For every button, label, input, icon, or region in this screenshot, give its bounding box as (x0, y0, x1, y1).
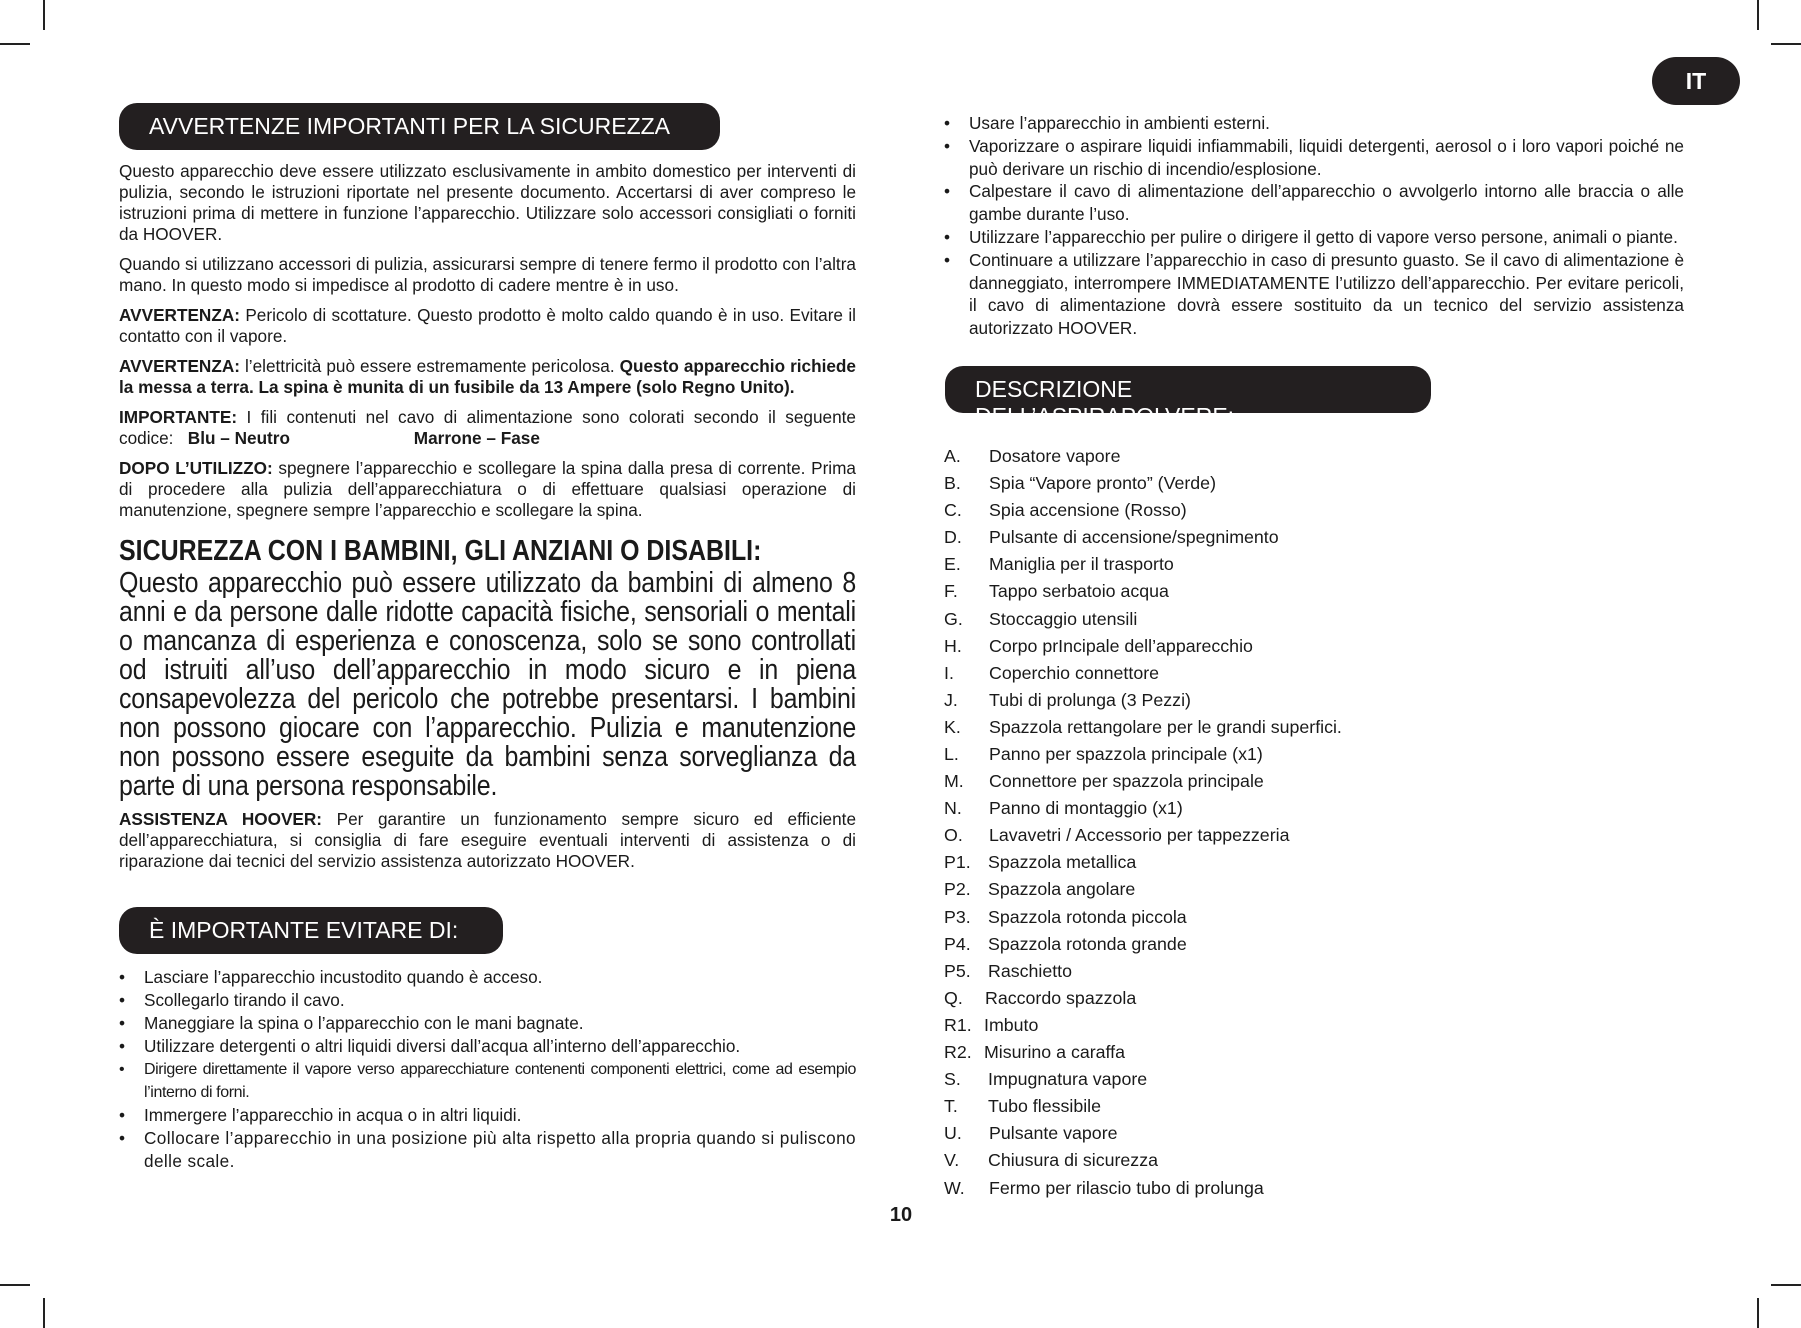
children-safety-text: Questo apparecchio può essere utilizzato da bambini di almeno 8 anni e da persone dalle ridotte capacità fisiche, sensoriali o mentali o mancanza di esperienza e conoscenza, solo se sono controllati od istruiti all’uso dell’apparecchio in modo sicuro e in piena consapevolezza del pericolo che potrebbe presentarsi. I bambini non possono giocare con l’apparecchio. Pulizia e manutenzione non possono essere eseguite da bambini senza sorveglianza da parte di una persona responsabile. (119, 567, 857, 802)
list-item: • Vaporizzare o aspirare liquidi infiammabili, liquidi detergenti, aerosol o i loro vapori poiché ne può derivare un rischio di incendio/esplosione. (944, 135, 1684, 179)
warning-electric (119, 356, 856, 398)
hoover-assistance-paragraph (119, 809, 856, 872)
section-title-avoid: È IMPORTANTE EVITARE DI: (119, 907, 503, 954)
parts-list-item: G. Stoccaggio utensili (944, 608, 1138, 629)
parts-list-item: Q. Raccordo spazzola (944, 987, 1137, 1008)
list-item: • Collocare l’apparecchio in una posizione più alta rispetto alla propria quando si puliscono delle scale. (119, 1128, 856, 1171)
after-use-label: DOPO L’UTILIZZO: (119, 458, 273, 478)
warning-text: Pericolo di scottature. Questo prodotto è molto caldo quando è in uso. Evitare il contatto con il vapore. (119, 305, 856, 346)
parts-list-item: P5. Raschietto (944, 960, 1073, 981)
parts-list-item: A. Dosatore vapore (944, 445, 1121, 466)
parts-list-item: L. Panno per spazzola principale (x1) (944, 744, 1263, 764)
parts-list-item: P3. Spazzola rotonda piccola (944, 906, 1187, 927)
warning-label: AVVERTENZA: (119, 305, 240, 325)
important-text: I fili contenuti nel cavo di alimentazione sono colorati secondo il seguente codice: (119, 407, 856, 448)
after-use-paragraph (119, 458, 856, 521)
right-column (944, 112, 1684, 1202)
parts-list-item: M. Connettore per spazzola principale (944, 771, 1264, 792)
section-title-safety: AVVERTENZE IMPORTANTI PER LA SICUREZZA (119, 103, 720, 150)
parts-list-item: P1. Spazzola metallica (944, 852, 1137, 873)
parts-list-item: C. Spia accensione (Rosso) (944, 500, 1187, 521)
children-safety-title: SICUREZZA CON I BAMBINI, GLI ANZIANI O DISABILI: (119, 535, 762, 567)
code-blue: Blu – Neutro (187, 428, 290, 448)
list-item: • Lasciare l’apparecchio incustodito quando è acceso. (119, 967, 543, 987)
left-column (119, 103, 856, 1173)
parts-list-item: O. Lavavetri / Accessorio per tappezzeria (944, 825, 1290, 846)
list-item: • Utilizzare l’apparecchio per pulire o dirigere il getto di vapore verso persone, animali o piante. (944, 226, 1678, 247)
parts-list-item: V. Chiusura di sicurezza (944, 1150, 1158, 1171)
parts-list-item: U. Pulsante vapore (944, 1123, 1118, 1144)
crop-mark (1771, 1284, 1801, 1286)
crop-mark (1757, 1298, 1759, 1328)
parts-list-item: H. Corpo prIncipale dell’apparecchio (944, 635, 1253, 656)
parts-list-item: J. Tubi di prolunga (3 Pezzi) (944, 689, 1191, 710)
avoid-list (119, 966, 856, 1173)
crop-mark (1771, 43, 1801, 45)
accessories-paragraph: Quando si utilizzano accessori di pulizia, assicurarsi sempre di tenere fermo il prodotto con l’altra mano. In questo modo si impedisce al prodotto di cadere mentre è in uso. (119, 254, 856, 295)
parts-list-item: R1. Imbuto (944, 1014, 1039, 1035)
code-brown: Marrone – Fase (413, 428, 540, 448)
parts-list-item: D. Pulsante di accensione/spegnimento (944, 527, 1279, 548)
parts-list-item: W. Fermo per rilascio tubo di prolunga (944, 1177, 1264, 1198)
warning-text: l’elettricità può essere estremamente pericolosa. (239, 356, 620, 376)
crop-mark (1757, 0, 1759, 30)
list-item: • Dirigere direttamente il vapore verso apparecchiature contenenti componenti elettrici, come ad esempio l’interno di forni. (119, 1061, 856, 1101)
parts-list-item: F. Tappo serbatoio acqua (944, 581, 1169, 602)
parts-list-item: B. Spia “Vapore pronto” (Verde) (944, 473, 1216, 494)
warning-bold-text: Questo apparecchio richiede la messa a terra. La spina è munita di un fusibile da 13 Ampere (solo Regno Unito). (119, 356, 856, 397)
assistance-label: ASSISTENZA HOOVER: (119, 809, 323, 829)
list-item: • Calpestare il cavo di alimentazione dell’apparecchio o avvolgerlo intorno alle braccia o alle gambe durante l’uso. (944, 181, 1684, 225)
list-item: • Scollegarlo tirando il cavo. (119, 990, 345, 1010)
important-label: IMPORTANTE: (119, 407, 238, 427)
page-number: 10 (889, 1204, 913, 1226)
assistance-text: Per garantire un funzionamento sempre sicuro ed efficiente dell’apparecchiatura, si consiglia di fare eseguire eventuali interventi di assistenza o di riparazione dai tecnici del servizio assistenza autorizzato HOOVER. (119, 809, 856, 871)
important-wires (119, 407, 856, 449)
language-tab: IT (1652, 57, 1740, 105)
crop-mark (43, 1298, 45, 1328)
parts-list-item: N. Panno di montaggio (x1) (944, 798, 1183, 819)
warning-burn (119, 305, 856, 347)
parts-list-item: T. Tubo flessibile (944, 1096, 1101, 1117)
list-item: • Maneggiare la spina o l’apparecchio con le mani bagnate. (119, 1013, 584, 1033)
avoid-list-continued (944, 112, 1684, 340)
crop-mark (43, 0, 45, 30)
list-item: • Usare l’apparecchio in ambienti esterni. (944, 113, 1270, 133)
parts-list-item: P2. Spazzola angolare (944, 879, 1136, 900)
parts-list-item: R2. Misurino a caraffa (944, 1042, 1125, 1063)
parts-list-item: S. Impugnatura vapore (944, 1069, 1148, 1090)
list-item: • Continuare a utilizzare l’apparecchio in caso di presunto guasto. Se il cavo di alimentazione è danneggiato, interrompere IMMEDIATAMENTE l’utilizzo dell’apparecchio. Per evitare pericoli, il cavo di alimentazione dovrà essere sostituito da un tecnico del servizio assistenza autorizzato HOOVER. (944, 249, 1684, 339)
list-item: • Utilizzare detergenti o altri liquidi diversi dall’acqua all’interno dell’apparecchio. (119, 1036, 741, 1056)
after-use-text: spegnere l’apparecchio e scollegare la spina dalla presa di corrente. Prima di procedere alla pulizia dell’apparecchiatura o di effettuare qualsiasi operazione di manutenzione, spegnere sempre l’apparecchio e scollegare la spina. (119, 458, 856, 520)
intro-paragraph: Questo apparecchio deve essere utilizzato esclusivamente in ambito domestico per interventi di pulizia, secondo le istruzioni riportate nel presente documento. Accertarsi di aver compreso le istruzioni prima di mettere in funzione l’apparecchio. Utilizzare solo accessori consigliati o forniti da HOOVER. (119, 161, 856, 244)
list-item: • Immergere l’apparecchio in acqua o in altri liquidi. (119, 1105, 522, 1125)
crop-mark (0, 1284, 30, 1286)
section-title-description: DESCRIZIONE DELL’ASPIRAPOLVERE: (945, 366, 1431, 413)
parts-list-item: I. Coperchio connettore (944, 662, 1160, 683)
parts-list-item: P4. Spazzola rotonda grande (944, 933, 1187, 954)
parts-list-item: E. Maniglia per il trasporto (944, 554, 1174, 575)
parts-list (944, 443, 1684, 1202)
warning-label: AVVERTENZA: (119, 356, 240, 376)
crop-mark (0, 43, 30, 45)
parts-list-item: K. Spazzola rettangolare per le grandi superfici. (944, 716, 1342, 737)
